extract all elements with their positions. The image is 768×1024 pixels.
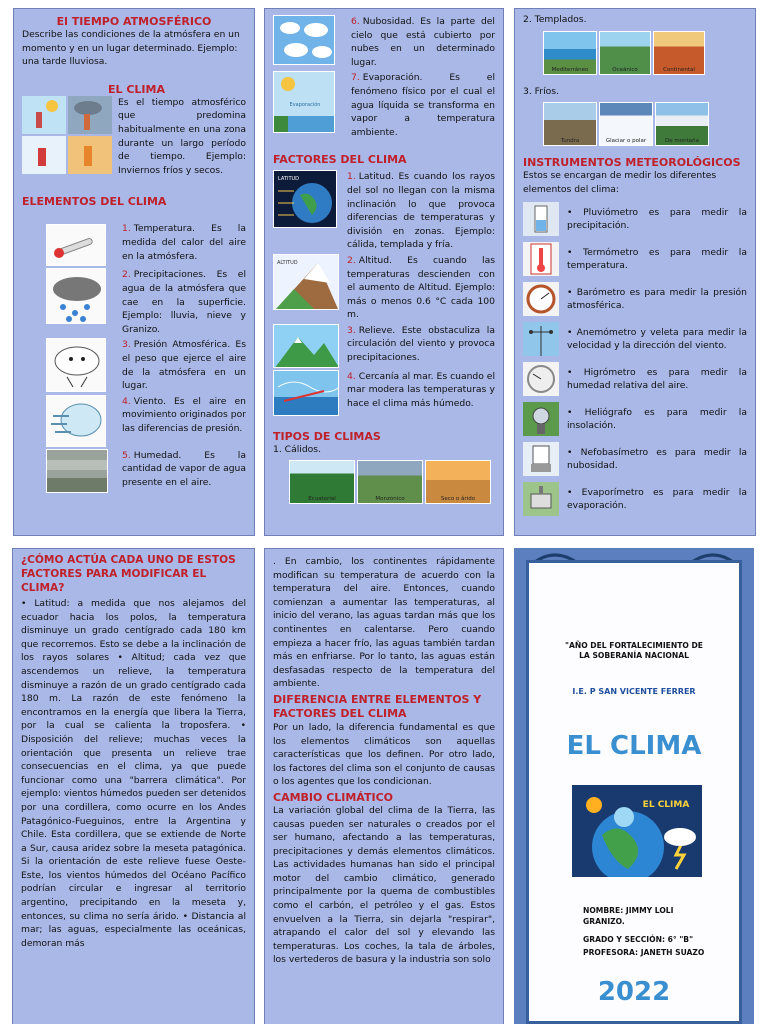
templado-caption: Mediterráneo <box>551 66 589 73</box>
instrument-item <box>523 482 747 516</box>
hygrometer-icon <box>523 362 559 396</box>
elemento-text: Temperatura. Es la medida del calor del aire en la atmósfera. <box>122 223 246 262</box>
evaporation-image <box>273 71 335 133</box>
clouds-image <box>273 15 335 65</box>
frio-caption: Tundra <box>560 138 580 145</box>
factor-text: Cercanía al mar. Es cuando el mar modera las temperaturas y hace el clima más húmedo. <box>347 370 495 410</box>
altitud-label: ALTITUD <box>277 259 298 266</box>
factor-num: 2. <box>347 254 356 266</box>
templado-caption: Continental <box>663 66 695 73</box>
instrument-text: • Barómetro es para medir la presión atmosférica. <box>567 286 747 312</box>
calido-image <box>425 460 491 504</box>
instrument-item <box>523 242 747 276</box>
elemento-item <box>273 71 495 139</box>
elemento-text: Evaporación. Es el fenómeno físico por el cual el agua líquida se transforma en vapor a temperatura ambiente. <box>351 72 495 138</box>
elemento-num: 7. <box>351 72 360 84</box>
frios-images <box>543 102 747 146</box>
anemometer-icon <box>523 322 559 356</box>
elemento-num: 6. <box>351 16 360 27</box>
como-actua-body: • Latitud: a medida que nos alejamos del ecuador hacia los polos, la temperatura disminuye un grado centígrado cada 180 km que recorremos. Esto se debe a la inclinación de los rayos solares • Altitud; cada vez que ascendemos un relieve, la temperatura disminuye a razón de un grado centígrado cada 180 m. La razón de este fenómeno la encontramos en la energía que libera la Tierra, por la cual se calienta la troposfera. • Disposición del relieve; muchas veces la orientación que presenta un relieve trae consecuencias en el clima, ya que puede funcionar como una "barrera climática". Por ejemplo: vientos húmedos pueden ser detenidos por una cordillera, como ocurre en los Andes Patagónico-Fueguinos, entre la Argentina y Chile. Esta cordillera, que se extiende de Norte a Sur, causa aridez sobre la meseta patagónica. Si la orientación de este relieve fuese Oeste-Este, los vientos húmedos del Océano Pacífico podrían circular e ingresar al territorio argentino, precipitando en la meseta y, entonces, su clima no sería árido. • Distancia al mar; las aguas, especialmente las oceánicas, demoran más <box>21 598 246 949</box>
instrument-text: • Heliógrafo es para medir la insolación. <box>567 406 747 432</box>
panel-diferencia-cambio <box>264 548 504 1024</box>
earth-climate-image <box>572 785 702 877</box>
weather-collage-image <box>22 96 112 174</box>
instrument-item <box>523 442 747 476</box>
elemento-text: Humedad. Es la cantidad de vapor de agua presente en el aire. <box>122 449 246 488</box>
elemento-num: 2. <box>122 269 131 281</box>
continentes-text: . En cambio, los continentes rápidamente modifican su temperatura de acuerdo con la temperatura del aire. Entonces, cuando comienzan a aumentar las temperaturas, al inicio del verano, las aguas tardan más que los continentes en calentarse. Pero cuando empieza a hacer frío, las aguas también tardan más en enfriarse. Por lo tanto, las aguas están desfasadas respecto de la temperatura del ambiente. <box>273 556 495 690</box>
diferencia-title: DIFERENCIA ENTRE ELEMENTOS Y FACTORES DEL CLIMA <box>273 692 482 720</box>
templado-image <box>599 31 651 75</box>
frio-caption: Glaciar o polar <box>605 138 647 145</box>
calidos-images <box>289 460 495 504</box>
factores-title: FACTORES DEL CLIMA <box>273 153 407 167</box>
evaporation-label: Evaporación <box>289 102 321 109</box>
cover-motto: "AÑO DEL FORTALECIMIENTO DE LA SOBERANÍA NACIONAL <box>565 641 703 660</box>
factor-item <box>273 324 495 368</box>
cover-grado: GRADO Y SECCIÓN: 6° "B" <box>583 935 694 944</box>
frio-image <box>655 102 709 146</box>
factor-text: Latitud. Es cuando los rayos del sol no llegan con la misma inclinación lo que provoca diferencias de temperaturas y división en zonas. Ejemplo: cálida, templada y fría. <box>347 171 495 251</box>
elemento-item <box>22 268 246 336</box>
cambio-body: La variación global del clima de la Tierra, las causas pueden ser naturales o creados por el ser humano, afectando a las temperaturas, precipitaciones y demás elementos climáticos. Las actividades humanas han sido el principal motor del cambio climático, generado principalmente por la quema de combustibles como el carbón, el petróleo y el gas. Estos envuelven a la Tierra, sin dejarla "respirar", atrapando el calor del sol y elevando las temperaturas. Los coches, la tala de árboles, los vertederos de basura y la industria son solo <box>273 804 495 966</box>
heliograph-icon <box>523 402 559 436</box>
instrument-text: • Pluviómetro es para medir la precipitación. <box>567 206 747 232</box>
panel-tiempo-clima <box>13 8 255 536</box>
instrument-text: • Nefobasímetro es para medir la nubosidad. <box>567 446 747 472</box>
elemento-item <box>22 449 246 493</box>
cover-title: EL CLIMA <box>566 731 702 761</box>
cover-inner <box>526 560 742 1024</box>
humidity-fog-image <box>46 449 108 493</box>
panel-como-actua <box>12 548 255 1024</box>
factor-num: 3. <box>347 324 356 336</box>
calido-caption: Monzónico <box>375 496 405 503</box>
cover-panel <box>514 548 754 1024</box>
cover-profesora: PROFESORA: JANETH SUAZO <box>583 948 705 957</box>
clima-title: EL CLIMA <box>108 82 165 96</box>
templados-label: 2. Templados. <box>523 14 587 25</box>
instrument-text: • Evaporímetro es para medir la evaporación. <box>567 486 747 512</box>
instrumentos-intro: Estos se encargan de medir los diferentes elementos del clima: <box>523 170 717 195</box>
barometer-icon <box>523 282 559 316</box>
panel-instrumentos <box>514 8 756 536</box>
instrument-item <box>523 202 747 236</box>
templado-caption: Oceánico <box>612 66 638 73</box>
tipos-title: TIPOS DE CLIMAS <box>273 429 381 443</box>
instrument-text: • Higrómetro es para medir la humedad relativa del aire. <box>567 366 747 392</box>
elemento-text: Presión Atmosférica. Es el peso que ejerce el aire de la atmósfera en un lugar. <box>122 339 246 392</box>
latitude-globe-image <box>273 170 337 228</box>
elemento-item <box>22 395 246 447</box>
evaporimeter-icon <box>523 482 559 516</box>
cover-nombre: NOMBRE: JIMMY LOLI GRANIZO. <box>583 906 674 926</box>
calido-image <box>289 460 355 504</box>
factor-text: Relieve. Este obstaculiza la circulación del viento y provoca precipitaciones. <box>347 324 495 364</box>
calido-caption: Seco o árido <box>440 496 476 503</box>
frio-image <box>543 102 597 146</box>
factor-item <box>273 370 495 416</box>
elemento-text: Viento. Es el aire en movimiento originados por las diferencias de presión. <box>122 395 246 434</box>
elemento-item <box>22 222 246 266</box>
instrumentos-title: INSTRUMENTOS METEOROLÓGICOS <box>523 156 741 170</box>
rain-cloud-icon <box>46 268 106 324</box>
cambio-title: CAMBIO CLIMÁTICO <box>273 790 393 804</box>
cover-image-label: EL CLIMA <box>642 800 690 810</box>
instrument-text: • Anemómetro y veleta para medir la velocidad y la dirección del viento. <box>567 326 747 352</box>
como-actua-title: ¿CÓMO ACTÚA CADA UNO DE ESTOS FACTORES PARA MODIFICAR EL CLIMA? <box>21 554 236 594</box>
thermometer-icon <box>523 242 559 276</box>
factor-item <box>273 254 495 322</box>
instrument-text: • Termómetro es para medir la temperatura. <box>567 246 747 272</box>
elemento-text: Precipitaciones. Es el agua de la atmósfera que cae en la superficie. Ejemplo: lluvia, nieve y Granizo. <box>122 269 246 335</box>
instrument-item <box>523 282 747 316</box>
clima-block <box>22 96 246 178</box>
frios-label: 3. Fríos. <box>523 85 559 97</box>
factor-text: Altitud. Es cuando las temperaturas descienden con el aumento de Altitud. Ejemplo: más o menos 0.6 °C cada 100 m. <box>347 254 495 321</box>
templado-image <box>543 31 597 75</box>
elemento-num: 5. <box>122 449 131 461</box>
calidos-label: 1. Cálidos. <box>273 443 321 455</box>
elemento-item <box>22 338 246 392</box>
elemento-num: 4. <box>122 395 131 407</box>
calido-image <box>357 460 423 504</box>
calido-caption: Ecuatorial <box>308 496 336 503</box>
frio-image <box>599 102 653 146</box>
diferencia-body: Por un lado, la diferencia fundamental es que los elementos climáticos son aquellas características que los definen. Por otro lado, los factores del clima son el conjunto de causas o los agentes que los condicionan. <box>273 721 495 788</box>
clima-desc: Es el tiempo atmosférico que predomina habitualmente en una zona durante un largo período de tiempo. Ejemplo: Inviernos fríos y secos. <box>118 96 246 176</box>
nephobasimeter-icon <box>523 442 559 476</box>
cover-school: I.E. P SAN VICENTE FERRER <box>572 687 696 696</box>
factor-num: 4. <box>347 370 356 382</box>
instrument-item <box>523 322 747 356</box>
elementos-title: ELEMENTOS DEL CLIMA <box>22 195 167 209</box>
altitude-mountain-image <box>273 254 339 310</box>
thermometer-icon <box>46 224 106 266</box>
wind-icon <box>46 395 106 447</box>
instrument-item <box>523 362 747 396</box>
elemento-num: 1. <box>122 223 131 235</box>
pressure-cloud-icon <box>46 338 106 392</box>
sea-proximity-image <box>273 370 339 416</box>
instrument-item <box>523 402 747 436</box>
frio-caption: De montaña <box>665 138 699 145</box>
tiempo-title: El TIEMPO ATMOSFÉRICO <box>56 15 212 28</box>
relief-image <box>273 324 339 368</box>
rain-gauge-icon <box>523 202 559 236</box>
panel-factores <box>264 8 504 536</box>
cover-year: 2022 <box>597 977 671 1007</box>
tiempo-desc: Describe las condiciones de la atmósfera en un momento y en un lugar determinado. Ejemplo: una tarde lluviosa. <box>22 29 240 68</box>
templados-images <box>543 31 747 75</box>
elemento-item <box>273 15 495 69</box>
templado-image <box>653 31 705 75</box>
factor-num: 1. <box>347 171 356 183</box>
elemento-num: 3. <box>122 339 131 351</box>
elemento-text: Nubosidad. Es la parte del cielo que está cubierto por nubes en un determinado lugar. <box>351 16 495 68</box>
latitud-label: LATITUD <box>278 176 300 183</box>
factor-item <box>273 170 495 252</box>
